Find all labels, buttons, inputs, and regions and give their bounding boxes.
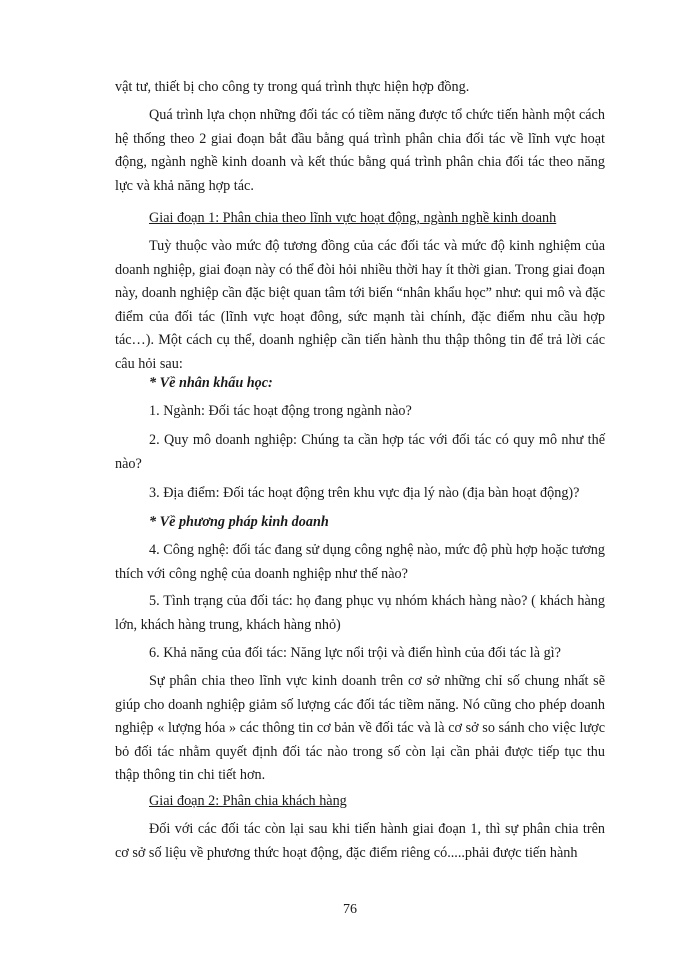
question-technology: 4. Công nghệ: đối tác đang sử dụng công nghệ nào, mức độ phù hợp hoặc tương thích với công nghệ của doanh nghiệp như thế nào?: [115, 542, 605, 582]
paragraph-selection-process: Quá trình lựa chọn những đối tác có tiềm năng được tổ chức tiến hành một cách hệ thống theo 2 giai đoạn bắt đầu bằng quá trình phân chia đối tác về lĩnh vực hoạt động, ngành nghề kinh doanh và kết thúc bằng quá trình phân chia đối tác theo năng lực và khả năng hợp tác.: [115, 107, 605, 194]
page-number: 76: [343, 902, 357, 917]
paragraph-continuation: vật tư, thiết bị cho công ty trong quá trình thực hiện hợp đồng.: [115, 79, 470, 95]
question-company-size: 2. Quy mô doanh nghiệp: Chúng ta cần hợp tác với đối tác có quy mô như thế nào?: [115, 432, 605, 472]
paragraph-segmentation-summary: Sự phân chia theo lĩnh vực kinh doanh trên cơ sở những chỉ số chung nhất sẽ giúp cho doanh nghiệp giảm số lượng các đối tác tiềm năng. Nó cũng cho phép doanh nghiệp « lượng hóa » các thông tin cơ bản về đối tác và là cơ sở so sánh cho việc lược bỏ đối tác nhằm quyết định đối tác nào trong số còn lại cần phải được tiếp tục thu thập thông tin chi tiết hơn.: [115, 673, 605, 784]
paragraph-stage-2-intro: Đối với các đối tác còn lại sau khi tiến hành giai đoạn 1, thì sự phân chia trên cơ sở số liệu về phương thức hoạt động, đặc điểm riêng có.....phải được tiến hành: [115, 821, 605, 861]
paragraph-stage-1-intro: Tuỳ thuộc vào mức độ tương đồng của các đối tác và mức độ kinh nghiệm của doanh nghiệp, giai đoạn này có thể đòi hỏi nhiều thời hay ít thời gian. Trong giai đoạn này, doanh nghiệp cần đặc biệt quan tâm tới biến “nhân khẩu học” như: qui mô và đặc điểm của đối tác (lĩnh vực hoạt đông, sức mạnh tài chính, đặc điểm nhu cầu hợp tác…). Một cách cụ thể, doanh nghiệp cần tiến hành thu thập thông tin để trả lời các câu hỏi sau:: [115, 238, 605, 372]
subheading-business-method: * Về phương pháp kinh doanh: [149, 514, 329, 530]
question-partner-status: 5. Tình trạng của đối tác: họ đang phục vụ nhóm khách hàng nào? ( khách hàng lớn, khách hàng trung, khách hàng nhỏ): [115, 593, 605, 633]
heading-stage-1: Giai đoạn 1: Phân chia theo lĩnh vực hoạt động, ngành nghề kinh doanh: [149, 210, 557, 226]
question-location: 3. Địa điểm: Đối tác hoạt động trên khu vực địa lý nào (địa bàn hoạt động)?: [149, 485, 580, 501]
question-partner-capability: 6. Khả năng của đối tác: Năng lực nổi trội và điển hình của đối tác là gì?: [149, 645, 561, 661]
question-industry: 1. Ngành: Đối tác hoạt động trong ngành nào?: [149, 403, 412, 419]
subheading-demographics: * Về nhân khẩu học:: [149, 375, 273, 391]
heading-stage-2: Giai đoạn 2: Phân chia khách hàng: [149, 793, 347, 809]
